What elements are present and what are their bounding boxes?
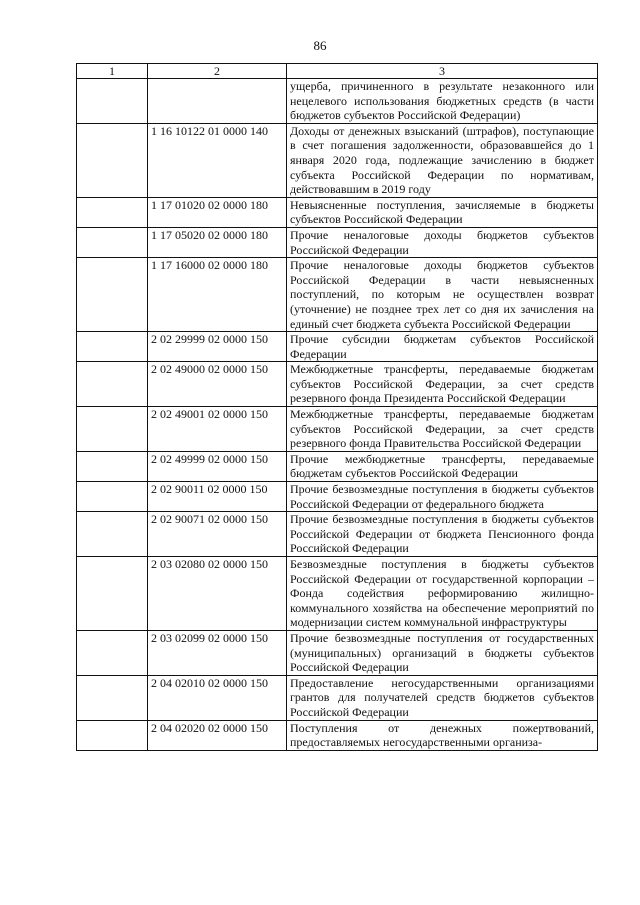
table-row <box>77 258 598 332</box>
income-description-cell: Прочие межбюджетные трансферты, передаваемые бюджетам субъектов Российской Федерации <box>287 451 598 481</box>
row-col-1-cell <box>77 720 148 750</box>
income-description-cell: Прочие неналоговые доходы бюджетов субъектов Российской Федерации в части невыясненных поступлений, по которым не осуществлен возврат (уточнение) не позднее трех лет со дня их зачисления на единый счет бюджета субъекта Российской Федерации <box>287 258 598 332</box>
row-col-1-cell <box>77 482 148 512</box>
income-description-cell: Прочие безвозмездные поступления в бюджеты субъектов Российской Федерации от федерального бюджета <box>287 482 598 512</box>
row-col-1-cell <box>77 407 148 452</box>
income-description-cell: Межбюджетные трансферты, передаваемые бюджетам субъектов Российской Федерации, за счет средств резервного фонда Правительства Российской Федерации <box>287 407 598 452</box>
row-col-1-cell <box>77 630 148 675</box>
header-col-2: 2 <box>148 64 287 79</box>
budget-code-cell: 2 02 90011 02 0000 150 <box>148 482 287 512</box>
budget-code-cell: 1 16 10122 01 0000 140 <box>148 123 287 197</box>
budget-code-cell: 2 03 02099 02 0000 150 <box>148 630 287 675</box>
income-description-cell: Прочие субсидии бюджетам субъектов Российской Федерации <box>287 332 598 362</box>
budget-code-cell: 1 17 01020 02 0000 180 <box>148 197 287 227</box>
budget-code-cell: 2 02 90071 02 0000 150 <box>148 512 287 557</box>
budget-code-cell: 2 02 49000 02 0000 150 <box>148 362 287 407</box>
page-number: 86 <box>313 38 327 53</box>
table-row <box>77 675 598 720</box>
row-col-1-cell <box>77 123 148 197</box>
header-col-1: 1 <box>77 64 148 79</box>
table-row <box>77 197 598 227</box>
budget-code-cell: 2 03 02080 02 0000 150 <box>148 557 287 631</box>
budget-code-cell: 1 17 05020 02 0000 180 <box>148 227 287 257</box>
table-row <box>77 227 598 257</box>
income-description-cell: Безвозмездные поступления в бюджеты субъектов Российской Федерации от государственной корпорации – Фонда содействия реформированию жилищно-коммунального хозяйства на обеспечение мероприятий по модернизации систем коммунальной инфраструктуры <box>287 557 598 631</box>
row-col-1-cell <box>77 557 148 631</box>
table-row <box>77 482 598 512</box>
budget-code-cell: 1 17 16000 02 0000 180 <box>148 258 287 332</box>
table-row <box>77 123 598 197</box>
row-col-1-cell <box>77 197 148 227</box>
income-description-cell: Невыясненные поступления, зачисляемые в бюджеты субъектов Российской Федерации <box>287 197 598 227</box>
income-description-cell: Доходы от денежных взысканий (штрафов), поступающие в счет погашения задолженности, образовавшейся до 1 января 2020 года, подлежащие зачислению в бюджет субъекта Российской Федерации по нормативам, действовавшим в 2019 году <box>287 123 598 197</box>
income-description-cell: ущерба, причиненного в результате незаконного или нецелевого использования бюджетных средств (в части бюджетов субъектов Российской Федерации) <box>287 79 598 124</box>
budget-code-cell: 2 02 49001 02 0000 150 <box>148 407 287 452</box>
row-col-1-cell <box>77 227 148 257</box>
budget-code-cell: 2 04 02010 02 0000 150 <box>148 675 287 720</box>
table-row <box>77 557 598 631</box>
budget-code-cell: 2 02 29999 02 0000 150 <box>148 332 287 362</box>
income-description-cell: Межбюджетные трансферты, передаваемые бюджетам субъектов Российской Федерации, за счет средств резервного фонда Президента Российской Федерации <box>287 362 598 407</box>
income-description-cell: Предоставление негосударственными организациями грантов для получателей средств бюджетов субъектов Российской Федерации <box>287 675 598 720</box>
row-col-1-cell <box>77 332 148 362</box>
table-body <box>77 79 598 751</box>
table-row <box>77 451 598 481</box>
header-col-3: 3 <box>287 64 598 79</box>
budget-code-cell: 2 04 02020 02 0000 150 <box>148 720 287 750</box>
row-col-1-cell <box>77 362 148 407</box>
budget-code-cell <box>148 79 287 124</box>
income-description-cell: Прочие безвозмездные поступления от государственных (муниципальных) организаций в бюджеты субъектов Российской Федерации <box>287 630 598 675</box>
table-row <box>77 407 598 452</box>
budget-classification-table <box>76 63 598 751</box>
income-description-cell: Прочие безвозмездные поступления в бюджеты субъектов Российской Федерации от бюджета Пенсионного фонда Российской Федерации <box>287 512 598 557</box>
budget-code-cell: 2 02 49999 02 0000 150 <box>148 451 287 481</box>
table-row <box>77 332 598 362</box>
row-col-1-cell <box>77 258 148 332</box>
table-header <box>77 64 598 79</box>
row-col-1-cell <box>77 79 148 124</box>
income-description-cell: Прочие неналоговые доходы бюджетов субъектов Российской Федерации <box>287 227 598 257</box>
table-row <box>77 362 598 407</box>
income-description-cell: Поступления от денежных пожертвований, предоставляемых негосударственными организа- <box>287 720 598 750</box>
row-col-1-cell <box>77 512 148 557</box>
row-col-1-cell <box>77 451 148 481</box>
table-row <box>77 512 598 557</box>
header-row <box>77 64 598 79</box>
table-row <box>77 720 598 750</box>
table-row <box>77 79 598 124</box>
table-row <box>77 630 598 675</box>
row-col-1-cell <box>77 675 148 720</box>
